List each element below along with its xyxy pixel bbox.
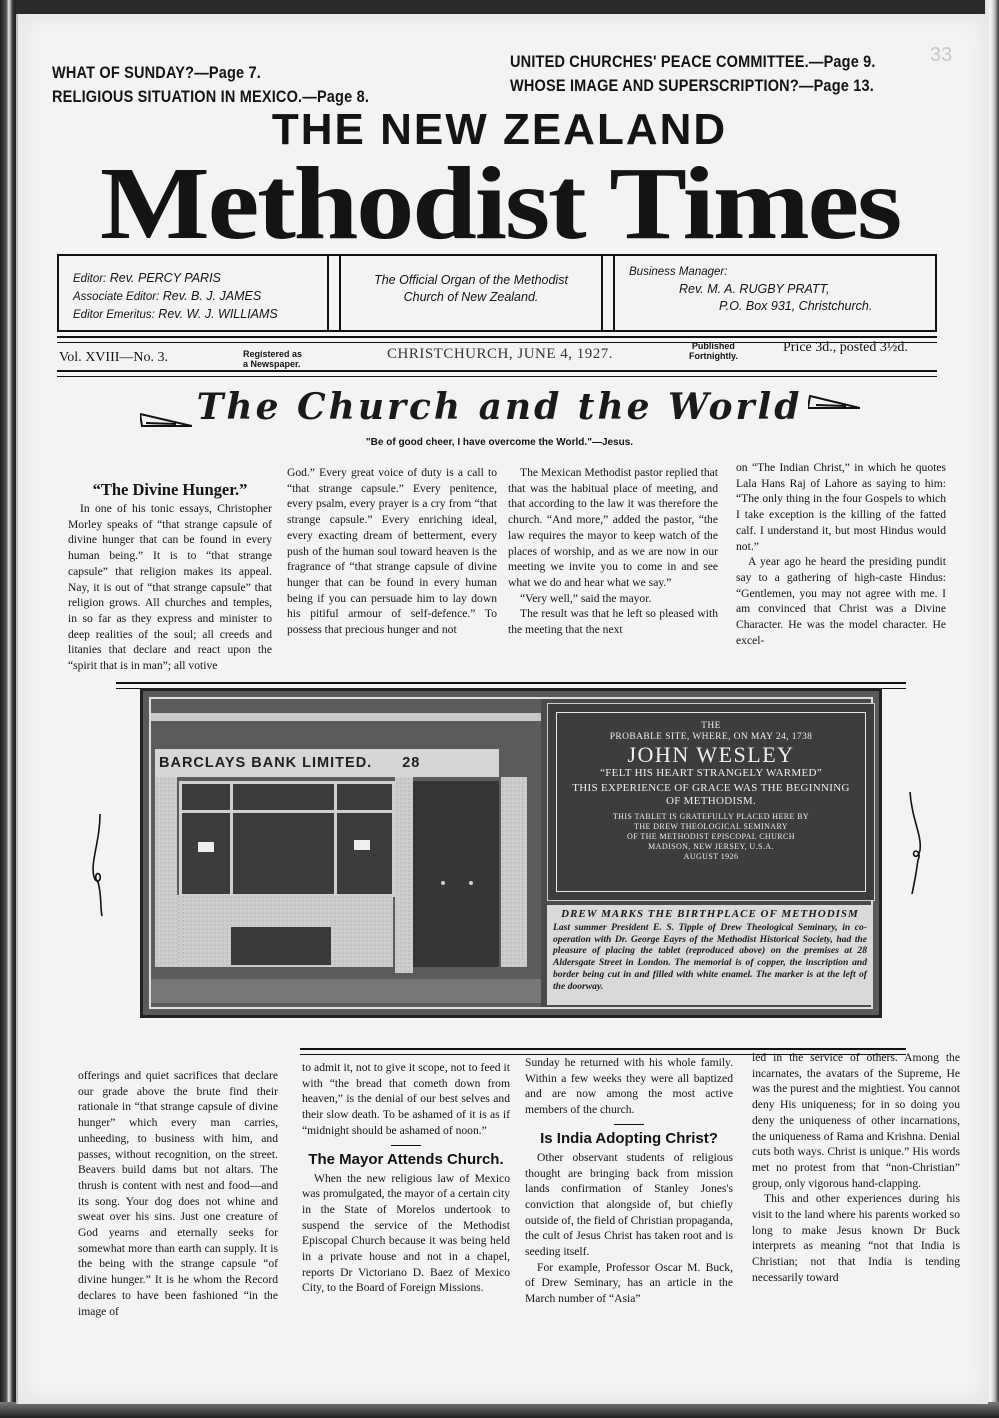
base-panel — [231, 927, 331, 965]
divider — [391, 1145, 421, 1146]
editor-name: Rev. PERCY PARIS — [109, 271, 221, 285]
divider — [614, 1124, 644, 1125]
article-text: The result was that he left so pleased with the meeting that the next — [508, 607, 718, 637]
article-text: Other observant students of religious thought are bringing back from mission lands confirmation of Stanley Jones's conviction that alongside of, but chiefly outside of, the field of Christian propaganda, the cult of Jesus Christ has taken root and is seeding itself. — [525, 1150, 733, 1259]
article-text: When the new religious law of Mexico was promulgated, the mayor of a certain city in the State of Morelos undertook to suspend the service of the Methodist Episcopal Church because it was being held in a private house and not in a chapel, reports Dr Victoriano D. Baez of Mexico City, to the Board of Foreign Missions. — [302, 1171, 510, 1295]
tablet-line: OF THE METHODIST EPISCOPAL CHURCH — [627, 832, 795, 841]
upper-column-1 — [68, 480, 272, 674]
bank-fascia — [155, 749, 499, 777]
publication-frequency — [689, 342, 738, 361]
flourish-left-icon — [88, 812, 112, 922]
caption-text: Last summer President E. S. Tipple of Drew Theological Seminary, in co-operation with Dr. George Eayrs of the Methodist Historical Society, had the pleasure of placing the tablet (reproduced above) on the premises at 28 Aldersgate Street in London. The memorial is of copper, the inscription and border being cut in and filled with white enamel. The marker is at the left of the doorway. — [553, 921, 867, 992]
article-text: In one of his tonic essays, Christopher Morley speaks of “that strange capsule of divine hunger that can be found in every human being.” It is to “that strange capsule” that religion makes its appeal. Nay, it is out of “that strange capsule” that religion grows. All churches and temples, in so far as they express and minister to deep realities of the soul; all creeds and litanies that declare and react upon the “spirit that is in man”; all votive — [68, 502, 272, 673]
masthead-title-wrap — [40, 146, 960, 261]
teaser-what-of-sunday[interactable]: WHAT OF SUNDAY?—Page 7. — [52, 64, 261, 82]
bank-doorway — [413, 781, 499, 967]
article-text: Sunday he returned with his whole family. Within a few weeks they were all baptized and are now among the most active members of the church. — [525, 1056, 733, 1117]
lower-column-4 — [752, 1050, 960, 1286]
official-organ-line2: Church of New Zealand. — [403, 290, 539, 304]
tablet-line: MADISON, NEW JERSEY, U.S.A. — [648, 842, 774, 851]
pillar — [501, 777, 527, 967]
editor-label: Editor: — [73, 273, 107, 285]
editor-emeritus-name: Rev. W. J. WILLIAMS — [158, 307, 278, 321]
epigraph-wrap — [0, 437, 999, 448]
upper-column-3 — [508, 465, 718, 638]
pavement — [151, 979, 541, 1003]
tablet-line: AUGUST 1926 — [683, 852, 739, 861]
associate-editor-name: Rev. B. J. JAMES — [162, 289, 262, 303]
staff-divider — [329, 256, 341, 330]
teaser-image-superscription[interactable]: WHOSE IMAGE AND SUPERSCRIPTION?—Page 13. — [510, 77, 874, 95]
tablet-name: JOHN WESLEY — [627, 742, 795, 767]
teaser-peace-committee[interactable]: UNITED CHURCHES' PEACE COMMITTEE.—Page 9. — [510, 53, 876, 71]
tablet-line: THE — [701, 721, 721, 731]
bank-storefront-image — [151, 699, 541, 1007]
article-text: led in the service of others. Among the incarnates, the avatars of the Supreme, He was the purest and the mightiest. You cannot deny His uniqueness; for in so doing you deny the uniqueness of other incarnations, the uniqueness of Rama and Krishna. Denial cuts both ways. Christ is unique.” His words met no protest from that “non-Christian” group, only vigorous hand-clapping. — [752, 1051, 960, 1190]
lower-column-1 — [78, 1068, 278, 1319]
article-text: to admit it, not to give it scope, not to feed it with “the bread that cometh down from heaven,” is the denial of our best selves and their slow death. To be ashamed of it is as if “midnight should be ashamed of noon.” — [302, 1061, 510, 1137]
official-organ-block — [341, 256, 603, 330]
business-manager-block — [615, 256, 935, 330]
price: Price 3d., posted 3½d. — [783, 340, 908, 355]
page-edge-bottom — [0, 1402, 999, 1418]
lower-column-3 — [525, 1055, 733, 1307]
cornice — [151, 713, 541, 721]
business-manager-label: Business Manager: — [629, 266, 728, 278]
teaser-religious-situation-mexico[interactable]: RELIGIOUS SITUATION IN MEXICO.—Page 8. — [52, 88, 370, 106]
section-heading-wrap — [0, 386, 999, 428]
business-manager-name: Rev. M. A. RUGBY PRATT, — [679, 282, 830, 296]
street-number: 28 — [402, 755, 421, 771]
volume-number: Vol. XVIII—No. 3. — [59, 350, 169, 365]
article-heading-india-adopting-christ: Is India Adopting Christ? — [540, 1129, 718, 1147]
pillar — [395, 777, 413, 973]
article-text: God.” Every great voice of duty is a call to “that strange capsule.” Every penitence, every psalm, every prayer is a cry from “that strange capsule.” Every enriching ideal, every exacting dream of betterment, every push of the human soul toward heaven is the fragrance of “that strange capsule of divine hunger that can be found in every human being if you can persuade him to lay down his pitiful armour of self-defence.” To possess that precious hunger and not — [287, 466, 497, 637]
staff-box — [57, 254, 937, 332]
photo-caption — [547, 905, 873, 1005]
section-heading: The Church and the World — [196, 386, 803, 428]
tablet-inscription — [556, 712, 866, 892]
article-text: A year ago he heard the presiding pundit say to a gathering of high-caste Hindus: “Gentlemen, you may not agree with me. I am convinced that Christ was a Divine Character. He was the model character. He excel- — [736, 555, 946, 647]
tablet-line: “FELT HIS HEART STRANGELY WARMED” — [600, 767, 822, 779]
tablet-line: THIS TABLET IS GRATEFULLY PLACED HERE BY — [612, 812, 810, 821]
tablet-line: OF METHODISM. — [665, 795, 757, 807]
editors-block — [59, 256, 329, 330]
article-text: offerings and quiet sacrifices that declare our grade above the brute find their rationale in “that strange capsule of divine hunger” which every man carries, unheeding, to business with him, and passes, without recognition, on the street. Beavers build dams but not altars. The thrush is content with nest and food—and its song. Your dog does not whine and sweat over his sins. Just one creature of God yearns and eternally seeks for somewhat more than earth can supply. It is the being with the strange capsule “of divine hunger.” It is he whom the Record declares to have been fashioned “in the image of — [78, 1069, 278, 1318]
bank-name: BARCLAYS BANK LIMITED. — [159, 755, 373, 771]
upper-column-4 — [736, 460, 946, 648]
article-text: The Mexican Methodist pastor replied that that was the habitual place of meeting, and that according to the law it was therefore the church. “And more,” added the pastor, “the law requires the mayor to keep watch of the places of worship, and as we are now in our meeting we invite you to come in and see what we do and hear what we say.” — [508, 466, 719, 589]
tablet-line: PROBABLE SITE, WHERE, ON MAY 24, 1738 — [609, 732, 813, 742]
place-and-date: CHRISTCHURCH, JUNE 4, 1927. — [387, 346, 614, 362]
teaser-left — [52, 61, 369, 109]
lower-column-2 — [302, 1060, 510, 1296]
page-number-stamp: 33 — [930, 44, 953, 66]
associate-editor-label: Associate Editor: — [73, 291, 160, 303]
article-heading-mayor-attends-church: The Mayor Attends Church. — [308, 1150, 504, 1168]
bank-window — [179, 781, 395, 897]
business-address: P.O. Box 931, Christchurch. — [719, 299, 873, 313]
staff-divider — [603, 256, 615, 330]
dateline-rule — [57, 370, 937, 377]
epigraph: "Be of good cheer, I have overcome the World."—Jesus. — [365, 437, 634, 448]
wesley-memorial-tablet — [547, 703, 875, 901]
caption-title: DREW MARKS THE BIRTHPLACE OF METHODISM — [561, 908, 859, 920]
masthead-line-new-zealand: THE NEW ZEALAND — [271, 105, 728, 154]
article-text: This and other experiences during his visit to the land where his parents worked so long to make Jesus known Dr Buck interprets as meaning “not that India is Christian; not that India is tending necessarily toward — [752, 1192, 960, 1284]
tablet-line: THE DREW THEOLOGICAL SEMINARY — [634, 822, 788, 831]
tablet-line: THIS EXPERIENCE OF GRACE WAS THE BEGINNING — [572, 782, 850, 794]
photo-frame — [140, 688, 882, 1018]
masthead-title: Methodist Times — [99, 146, 901, 261]
flourish-right-icon — [906, 790, 930, 900]
article-text: on “The Indian Christ,” in which he quotes Lala Hans Raj of Lahore as saying to him: “The only thing in the four Gospels to which I take exception is the killing of the fatted calf. I understand it, but most Hindus would not.” — [736, 461, 946, 553]
article-text: For example, Professor Oscar M. Buck, of Drew Seminary, has an article in the March number of “Asia” — [525, 1260, 733, 1306]
upper-column-2 — [287, 465, 497, 638]
registered-note — [243, 350, 302, 369]
registered-line2: a Newspaper. — [243, 358, 301, 369]
published-line1: Published — [691, 341, 735, 351]
photo-aldersgate-street — [149, 697, 873, 1009]
article-heading-divine-hunger: “The Divine Hunger.” — [92, 480, 248, 499]
dateline — [57, 342, 937, 368]
registered-line1: Registered as — [243, 349, 303, 359]
pillar — [155, 777, 177, 967]
editor-emeritus-label: Editor Emeritus: — [73, 309, 155, 321]
official-organ-line1: The Official Organ of the Methodist — [374, 273, 568, 287]
published-line2: Fortnightly. — [689, 350, 738, 361]
article-text: “Very well,” said the mayor. — [520, 591, 652, 605]
teaser-right — [510, 50, 876, 98]
